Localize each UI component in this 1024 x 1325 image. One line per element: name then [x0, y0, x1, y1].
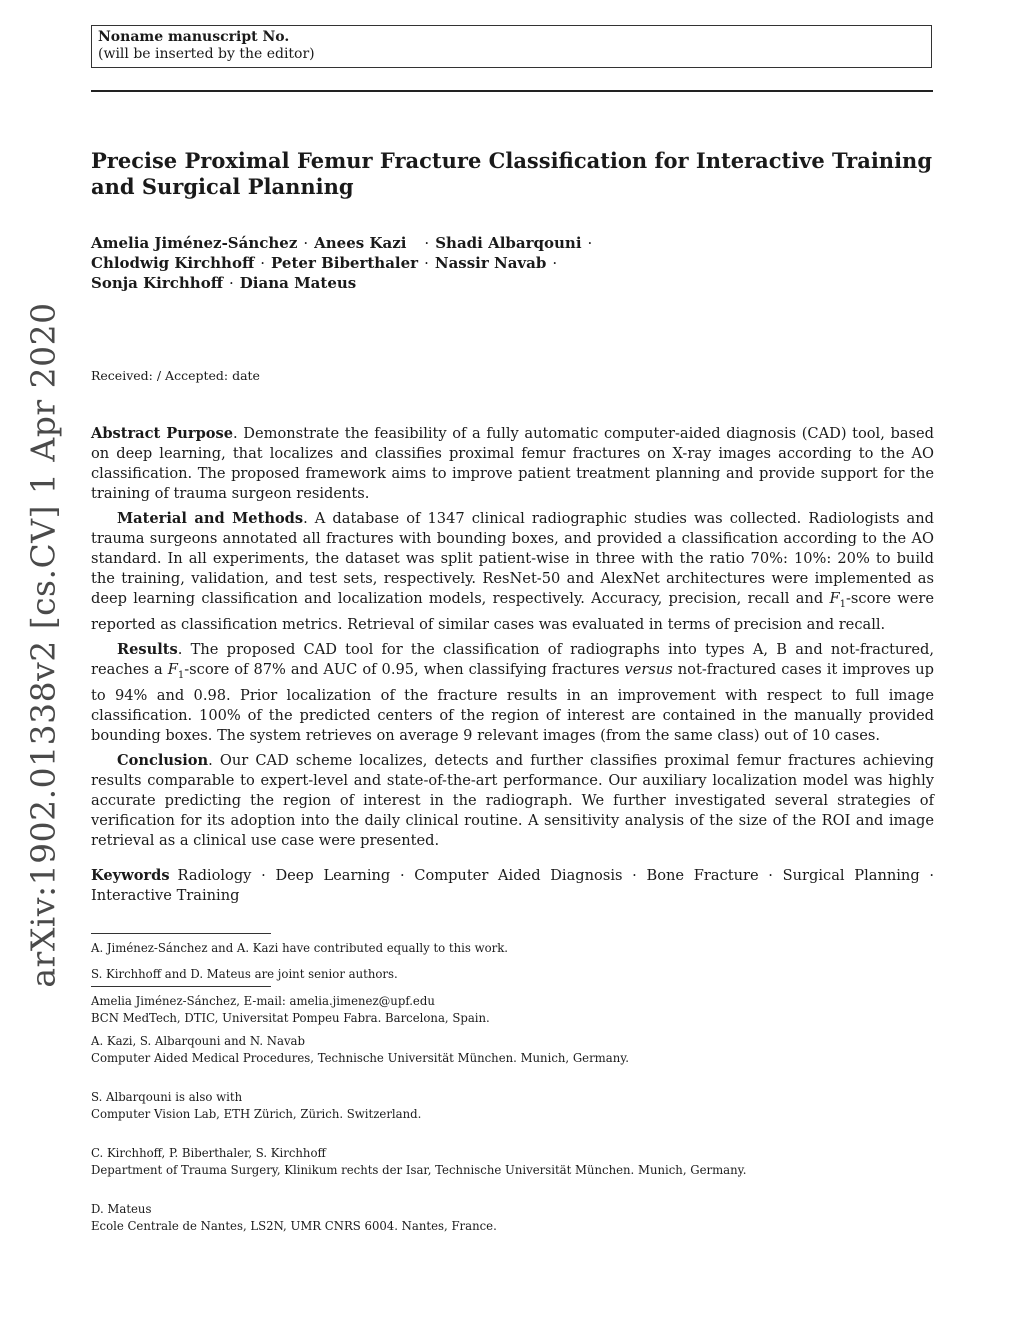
- purpose-heading: Abstract Purpose: [91, 425, 234, 442]
- methods-heading: Material and Methods: [117, 510, 304, 527]
- manuscript-number: Noname manuscript No.: [98, 29, 290, 45]
- paper-title: Precise Proximal Femur Fracture Classification for Interactive Training and Surgical Planning: [91, 148, 933, 199]
- author: Diana Mateus: [239, 274, 357, 292]
- affiliation-4: C. Kirchhoff, P. Biberthaler, S. Kirchhoff Department of Trauma Surgery, Klinikum rechts der Isar, Technische Universität München. Munich, Germany.: [91, 1146, 747, 1177]
- author-list: [91, 233, 933, 293]
- keywords-list: Radiology · Deep Learning · Computer Aided Diagnosis · Bone Fracture · Surgical Planning · Interactive Training: [91, 867, 934, 904]
- abstract: [91, 424, 934, 856]
- author: Shadi Albarqouni: [435, 234, 582, 252]
- footnote-rule: [91, 986, 271, 987]
- received-date: Received: / Accepted: date: [91, 368, 260, 383]
- abstract-purpose: Abstract Purpose. Demonstrate the feasibility of a fully automatic computer-aided diagnosis (CAD) tool, based on deep learning, that localizes and classifies proximal femur fractures on X-ray images according to the AO classification. The proposed framework aims to improve patient treatment planning and provide support for the training of trauma surgeon residents.: [91, 425, 934, 502]
- affiliation-5: D. Mateus Ecole Centrale de Nantes, LS2N, UMR CNRS 6004. Nantes, France.: [91, 1202, 497, 1233]
- author-line-1: Amelia Jiménez-Sánchez · Anees Kazi · Shadi Albarqouni ·: [91, 234, 593, 252]
- author: Chlodwig Kirchhoff: [91, 254, 255, 272]
- header-rule: [91, 90, 933, 92]
- author: Sonja Kirchhoff: [91, 274, 224, 292]
- affiliation-1: Amelia Jiménez-Sánchez, E-mail: amelia.jimenez@upf.edu BCN MedTech, DTIC, Universitat Pompeu Fabra. Barcelona, Spain.: [91, 994, 490, 1025]
- author-line-3: Sonja Kirchhoff · Diana Mateus: [91, 274, 357, 292]
- footnote-senior-authors: S. Kirchhoff and D. Mateus are joint senior authors.: [91, 967, 398, 981]
- author: Nassir Navab: [434, 254, 547, 272]
- footnote-rule: [91, 933, 271, 934]
- footnote-equal-contribution: A. Jiménez-Sánchez and A. Kazi have contributed equally to this work.: [91, 941, 508, 955]
- abstract-conclusion: Conclusion. Our CAD scheme localizes, detects and further classifies proximal femur fractures achieving results comparable to expert-level and state-of-the-art performance. Our auxiliary localization model was highly accurate predicting the region of interest in the radiograph. We further investigated several strategies of verification for its adoption into the daily clinical routine. A sensitivity analysis of the size of the ROI and image retrieval as a clinical use case were presented.: [91, 751, 934, 849]
- abstract-methods: Material and Methods. A database of 1347 clinical radiographic studies was collected. Radiologists and trauma surgeons annotated all fractures with bounding boxes, and provided a classification according to the AO standard. In all experiments, the dataset was split patient-wise in three with the ratio 70%: 10%: 20% to build the training, validation, and test sets, respectively. ResNet-50 and AlexNet architectures were implemented as deep learning classification and localization models, respectively. Accuracy, precision, recall and $F_1$-score were reported as classification metrics. Retrieval of similar cases was evaluated in terms of precision and recall.: [91, 510, 935, 633]
- editor-box: [91, 25, 932, 68]
- keywords: [91, 866, 934, 906]
- abstract-results: Results. The proposed CAD tool for the classification of radiographs into types A, B and not-fractured, reaches a $F_1$-score of 87% and AUC of 0.95, when classifying fractures versus not-fractured cases it improves up to 94% and 0.98. Prior localization of the fracture results in an improvement with respect to full image classification. 100% of the predicted centers of the region of interest are contained in the manually provided bounding boxes. The system retrieves on average 9 relevant images (from the same class) out of 10 cases.: [91, 640, 935, 744]
- editor-note: (will be inserted by the editor): [98, 46, 315, 62]
- arxiv-stamp: arXiv:1902.01338v2 [cs.CV] 1 Apr 2020: [23, 302, 63, 988]
- author-line-2: Chlodwig Kirchhoff · Peter Biberthaler · Nassir Navab ·: [91, 254, 558, 272]
- affiliation-2: A. Kazi, S. Albarqouni and N. Navab Computer Aided Medical Procedures, Technische Universität München. Munich, Germany.: [91, 1034, 630, 1065]
- author: Anees Kazi: [314, 234, 407, 252]
- affiliation-3: S. Albarqouni is also with Computer Vision Lab, ETH Zürich, Zürich. Switzerland.: [91, 1090, 422, 1121]
- conclusion-heading: Conclusion: [117, 751, 209, 769]
- author: Amelia Jiménez-Sánchez: [91, 234, 298, 252]
- author: Peter Biberthaler: [271, 254, 419, 272]
- results-heading: Results: [117, 640, 178, 658]
- keywords-heading: Keywords: [91, 867, 170, 884]
